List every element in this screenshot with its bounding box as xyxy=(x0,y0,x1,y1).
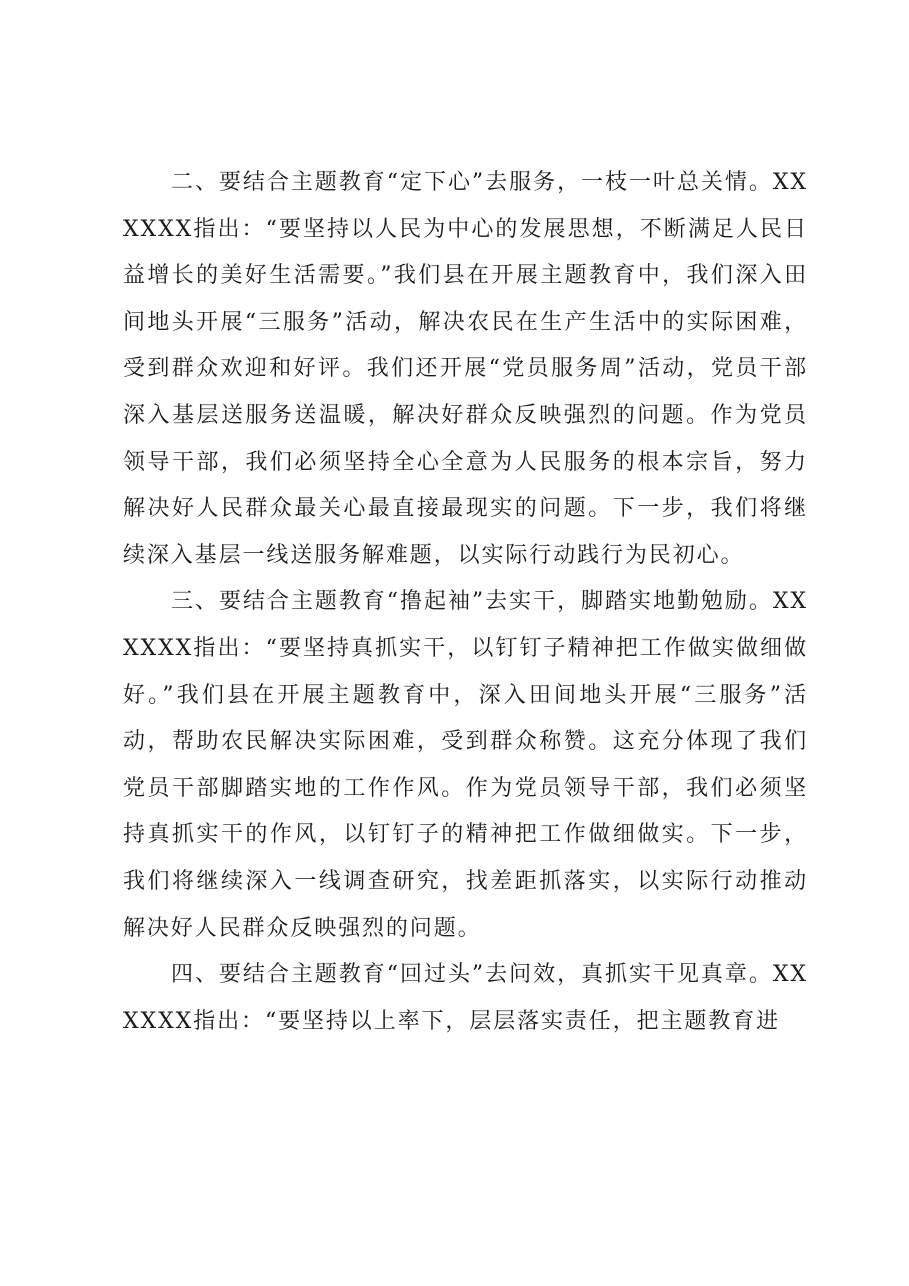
paragraph-section-three: 三、要结合主题教育“撸起袖”去实干，脚踏实地勤勉励。XXXXXX指出：“要坚持真抓实干，以钉钉子精神把工作做实做细做好。”我们县在开展主题教育中，深入田间地头开展“三服务”活动，帮助农民解决实际困难，受到群众称赞。这充分体现了我们党员干部脚踏实地的工作作风。作为党员领导干部，我们必须坚持真抓实干的作风，以钉钉子的精神把工作做细做实。下一步，我们将继续深入一线调查研究，找差距抓落实，以实际行动推动解决好人民群众反映强烈的问题。 xyxy=(123,589,808,941)
paragraph-section-four: 四、要结合主题教育“回过头”去问效，真抓实干见真章。XXXXXX指出：“要坚持以上率下，层层落实责任，把主题教育进 xyxy=(123,962,808,1034)
paragraph-section-two: 二、要结合主题教育“定下心”去服务，一枝一叶总关情。XXXXXX指出：“要坚持以人民为中心的发展思想，不断满足人民日益增长的美好生活需要。”我们县在开展主题教育中，我们深入田间地头开展“三服务”活动，解决农民在生产生活中的实际困难，受到群众欢迎和好评。我们还开展“党员服务周”活动，党员干部深入基层送服务送温暖，解决好群众反映强烈的问题。作为党员领导干部，我们必须坚持全心全意为人民服务的根本宗旨，努力解决好人民群众最关心最直接最现实的问题。下一步，我们将继续深入基层一线送服务解难题，以实际行动践行为民初心。 xyxy=(123,170,808,568)
document-body xyxy=(123,160,808,1045)
